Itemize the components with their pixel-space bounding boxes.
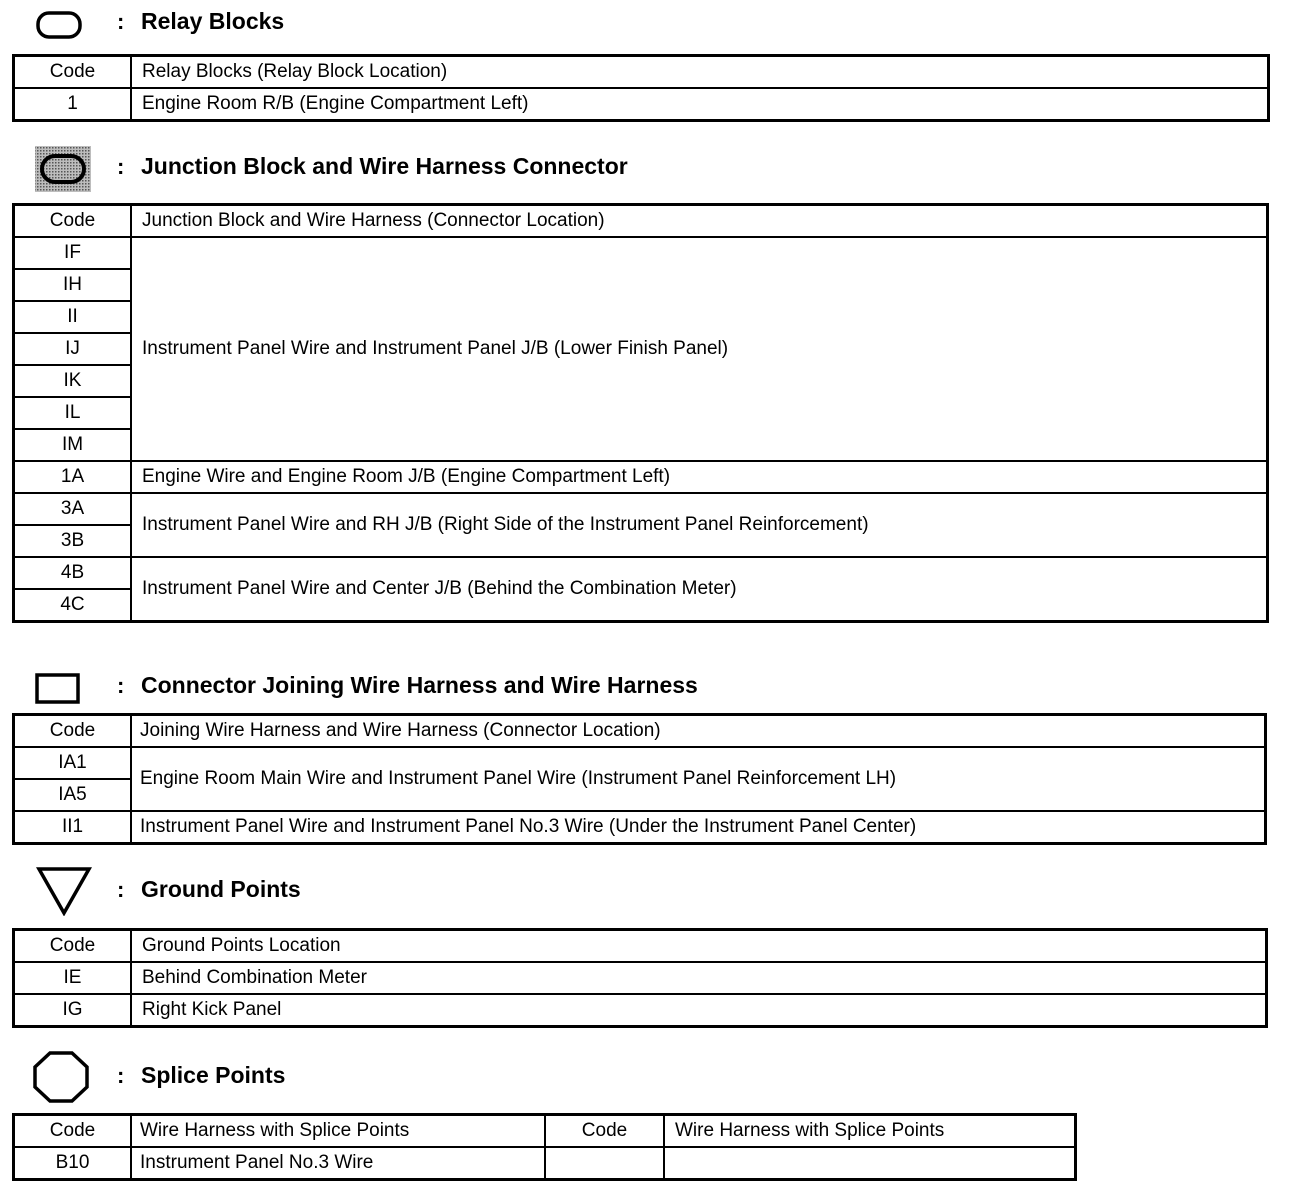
code-cell: II1 <box>14 811 132 844</box>
code-cell: IJ <box>14 333 132 365</box>
splice-points-table <box>12 1113 1077 1181</box>
code-header: Code <box>14 930 132 963</box>
relay-blocks-title: Relay Blocks <box>141 8 285 34</box>
code-cell: B10 <box>14 1147 132 1180</box>
location-cell: Behind Combination Meter <box>131 962 1267 994</box>
splice-points-colon: : <box>117 1063 125 1088</box>
table-header-row <box>14 715 1266 748</box>
location-cell: Instrument Panel Wire and Instrument Panel J/B (Lower Finish Panel) <box>131 237 1268 461</box>
location-cell: Right Kick Panel <box>131 994 1267 1027</box>
code-cell: IE <box>14 962 132 994</box>
code-cell: II <box>14 301 132 333</box>
code-cell: IG <box>14 994 132 1027</box>
table-header-row <box>14 1115 1076 1148</box>
code-cell: 4C <box>14 589 132 622</box>
table-row <box>14 88 1269 121</box>
code-header: Code <box>545 1115 664 1148</box>
location-header: Junction Block and Wire Harness (Connector Location) <box>131 205 1268 238</box>
ground-points-colon: : <box>117 877 125 902</box>
code-header: Code <box>14 56 132 89</box>
table-row <box>14 557 1268 589</box>
rounded-rectangle-icon <box>36 10 84 40</box>
table-row <box>14 994 1267 1027</box>
code-cell: IF <box>14 237 132 269</box>
table-header-row <box>14 205 1268 238</box>
code-cell: 4B <box>14 557 132 589</box>
table-row <box>14 962 1267 994</box>
rectangle-icon <box>34 672 82 706</box>
code-cell: IA1 <box>14 747 132 779</box>
location-cell: Engine Room R/B (Engine Compartment Left) <box>131 88 1269 121</box>
code-header: Code <box>14 1115 132 1148</box>
ground-points-title: Ground Points <box>141 876 301 902</box>
location-cell: Instrument Panel Wire and Instrument Panel No.3 Wire (Under the Instrument Panel Center) <box>131 811 1266 844</box>
wire-harness-cell <box>664 1147 1076 1180</box>
code-header: Code <box>14 205 132 238</box>
code-cell: IH <box>14 269 132 301</box>
table-header-row <box>14 56 1269 89</box>
table-row <box>14 493 1268 525</box>
code-cell <box>545 1147 664 1180</box>
table-row <box>14 461 1268 493</box>
connector-title: Connector Joining Wire Harness and Wire Harness <box>141 672 698 698</box>
location-header: Relay Blocks (Relay Block Location) <box>131 56 1269 89</box>
code-header: Code <box>14 715 132 748</box>
code-cell: IM <box>14 429 132 461</box>
relay-blocks-table <box>12 54 1270 122</box>
ground-points-table <box>12 928 1268 1028</box>
location-cell: Instrument Panel Wire and RH J/B (Right Side of the Instrument Panel Reinforcement) <box>131 493 1268 557</box>
code-cell: IK <box>14 365 132 397</box>
connector-table <box>12 713 1267 845</box>
location-header: Joining Wire Harness and Wire Harness (Connector Location) <box>131 715 1266 748</box>
location-cell: Instrument Panel Wire and Center J/B (Behind the Combination Meter) <box>131 557 1268 622</box>
relay-blocks-colon: : <box>117 9 125 34</box>
table-header-row <box>14 930 1267 963</box>
connector-colon: : <box>117 673 125 698</box>
table-row <box>14 237 1268 269</box>
code-cell: IL <box>14 397 132 429</box>
wire-harness-header: Wire Harness with Splice Points <box>131 1115 545 1148</box>
triangle-down-icon <box>36 866 92 916</box>
splice-points-title: Splice Points <box>141 1062 286 1088</box>
table-row <box>14 1147 1076 1180</box>
junction-block-title: Junction Block and Wire Harness Connector <box>141 153 628 179</box>
code-cell: 1 <box>14 88 132 121</box>
location-cell: Engine Room Main Wire and Instrument Panel Wire (Instrument Panel Reinforcement LH) <box>131 747 1266 811</box>
octagon-icon <box>32 1050 90 1104</box>
code-cell: IA5 <box>14 779 132 811</box>
table-row <box>14 747 1266 779</box>
wire-harness-cell: Instrument Panel No.3 Wire <box>131 1147 545 1180</box>
code-cell: 3A <box>14 493 132 525</box>
code-cell: 1A <box>14 461 132 493</box>
location-cell: Engine Wire and Engine Room J/B (Engine Compartment Left) <box>131 461 1268 493</box>
code-cell: 3B <box>14 525 132 557</box>
junction-block-table <box>12 203 1269 623</box>
location-header: Ground Points Location <box>131 930 1267 963</box>
table-row <box>14 811 1266 844</box>
wire-harness-header: Wire Harness with Splice Points <box>664 1115 1076 1148</box>
shaded-oval-icon <box>34 144 92 194</box>
junction-block-colon: : <box>117 154 125 179</box>
